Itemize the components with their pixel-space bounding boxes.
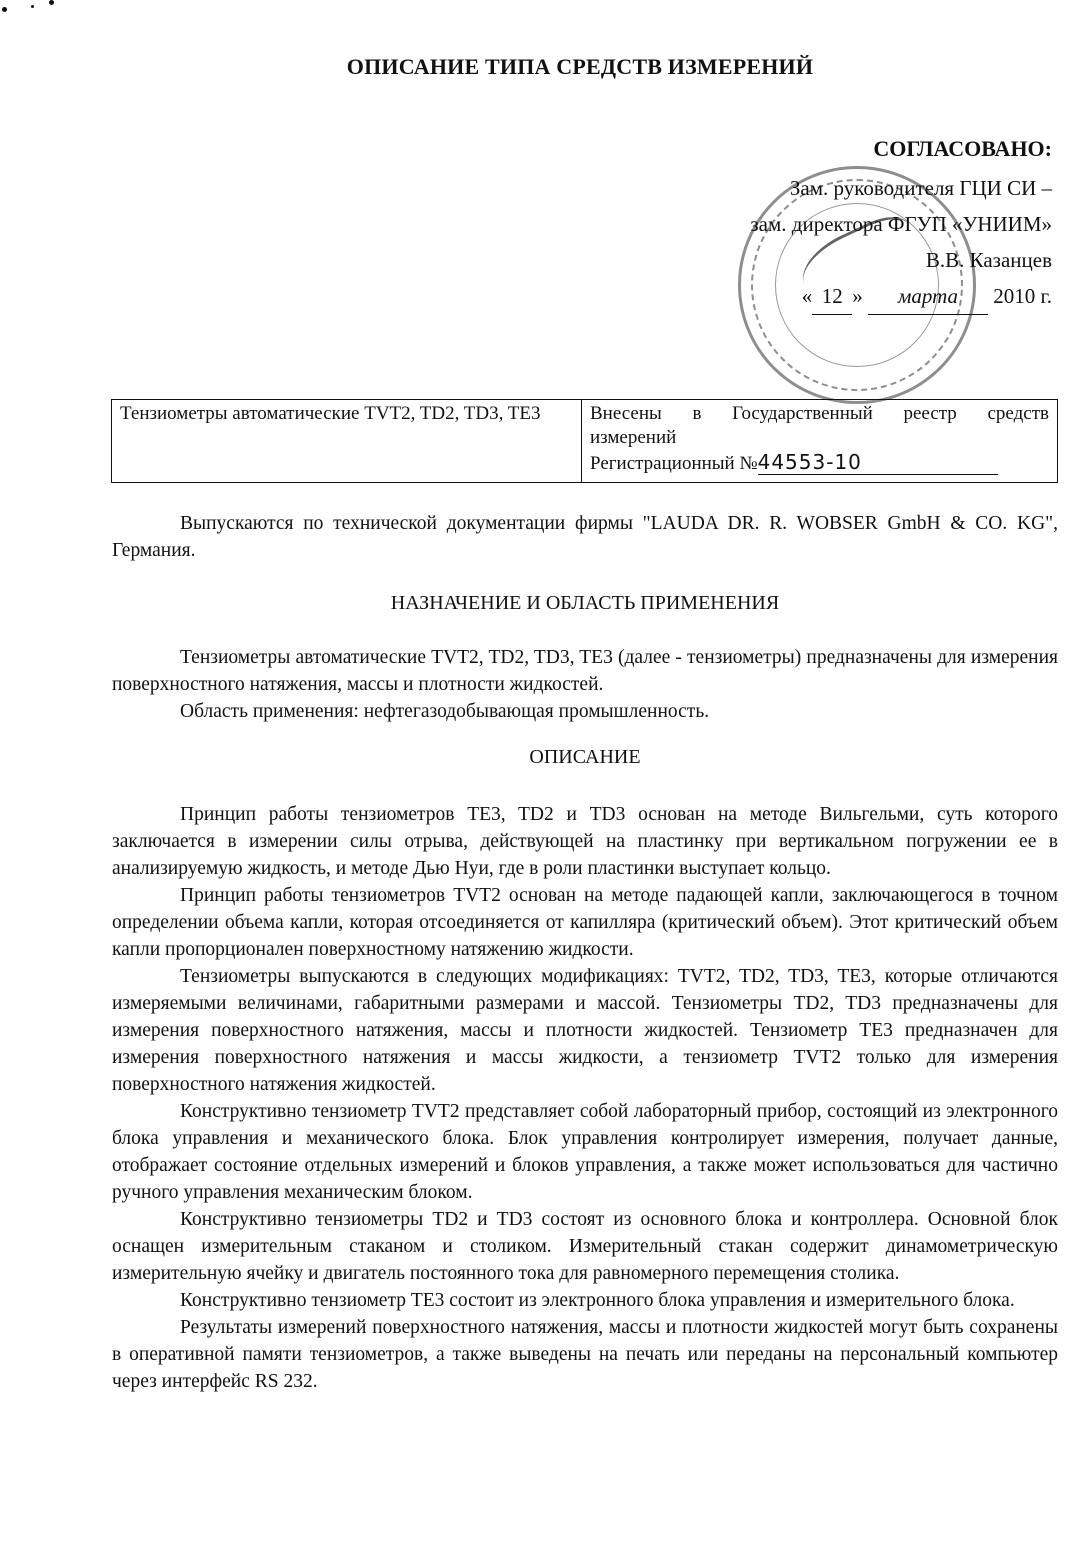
approval-position-line1: Зам. руководителя ГЦИ СИ –: [789, 176, 1052, 200]
manufacturer-paragraph: [112, 510, 1058, 564]
purpose-section: [112, 644, 1058, 725]
registry-number-row: [590, 450, 1049, 476]
section-heading-description: ОПИСАНИЕ: [529, 746, 641, 768]
paragraph: Тензиометры автоматические TVT2, TD2, TD3, TE3 (далее - тензиометры) предназначены для измерения поверхностного натяжения, массы и плотности жидкостей.: [112, 647, 1058, 695]
approval-block: [632, 134, 1052, 315]
approval-heading: СОГЛАСОВАНО:: [873, 136, 1052, 161]
registry-table: [111, 399, 1058, 483]
paragraph: Результаты измерений поверхностного натяжения, массы и плотности жидкостей могут быть сохранены в оперативной памяти тензиометров, а также выведены на печать или переданы на персональный компьютер через интерфейс RS 232.: [112, 1317, 1058, 1392]
registry-cell: [582, 400, 1057, 482]
section-heading-purpose: НАЗНАЧЕНИЕ И ОБЛАСТЬ ПРИМЕНЕНИЯ: [390, 592, 780, 614]
scan-speck: [31, 5, 34, 8]
scan-speck: [2, 7, 7, 12]
approval-date-year: 2010 г.: [993, 284, 1052, 308]
registry-number-label: Регистрационный №: [590, 453, 758, 474]
registry-number-value: 44553-10: [758, 450, 998, 475]
paragraph: Конструктивно тензиометр TE3 состоит из электронного блока управления и измерительного блока.: [180, 1290, 1015, 1311]
paragraph: Область применения: нефтегазодобывающая промышленность.: [180, 701, 710, 722]
approval-date-day: 12: [812, 278, 852, 315]
description-section: [112, 801, 1058, 1395]
device-name-cell: Тензиометры автоматические TVT2, TD2, TD3, TE3: [112, 400, 582, 482]
paragraph: Конструктивно тензиометр TVT2 представляет собой лабораторный прибор, состоящий из электронного блока управления и механического блока. Блок управления контролирует измерения, получает данные, отображает состояние отдельных измерений и блоков управления, а также может использоваться для частично ручного управления механическим блоком.: [112, 1101, 1058, 1203]
paragraph: Тензиометры выпускаются в следующих модификациях: TVT2, TD2, TD3, TE3, которые отличаются измеряемыми величинами, габаритными размерами и массой. Тензиометры TD2, TD3 предназначены для измерения поверхностного натяжения, массы и плотности жидкостей. Тензиометр TE3 предназначен для измерения поверхностного натяжения и массы жидкости, а тензиометр TVT2 только для измерения поверхностного натяжения жидкостей.: [112, 966, 1058, 1095]
document-title: ОПИСАНИЕ ТИПА СРЕДСТВ ИЗМЕРЕНИЙ: [346, 54, 814, 79]
registry-line2: измерений: [590, 427, 677, 448]
approval-date-month: марта: [868, 278, 988, 315]
paragraph: Принцип работы тензиометров TE3, TD2 и TD3 основан на методе Вильгельми, суть которого заключается в измерении силы отрыва, действующей на пластинку при вертикальном погружении ее в анализируемую жидкость, и методе Дью Нуи, где в роли пластинки выступает кольцо.: [112, 804, 1058, 879]
manufacturer-text: Выпускаются по технической документации фирмы "LAUDA DR. R. WOBSER GmbH & CO. KG", Германия.: [112, 513, 1058, 561]
registry-line1: Внесены в Государственный реестр средств: [590, 403, 1049, 424]
scan-speck: [49, 0, 54, 5]
approval-position-line2: зам. директора ФГУП «УНИИМ»: [750, 212, 1052, 236]
approval-date: « 12 » марта 2010 г.: [802, 278, 1052, 315]
paragraph: Принцип работы тензиометров TVT2 основан на методе падающей капли, заключающегося в точном определении объема капли, которая отсоединяется от капилляра (критический объем). Этот критический объем капли пропорционален поверхностному натяжению жидкости.: [112, 885, 1058, 960]
approval-signatory: В.В. Казанцев: [925, 248, 1052, 272]
paragraph: Конструктивно тензиометры TD2 и TD3 состоят из основного блока и контроллера. Основной блок оснащен измерительным стаканом и столиком. Измерительный стакан содержит динамометрическую измерительную ячейку и двигатель постоянного тока для равномерного перемещения столика.: [112, 1209, 1058, 1284]
